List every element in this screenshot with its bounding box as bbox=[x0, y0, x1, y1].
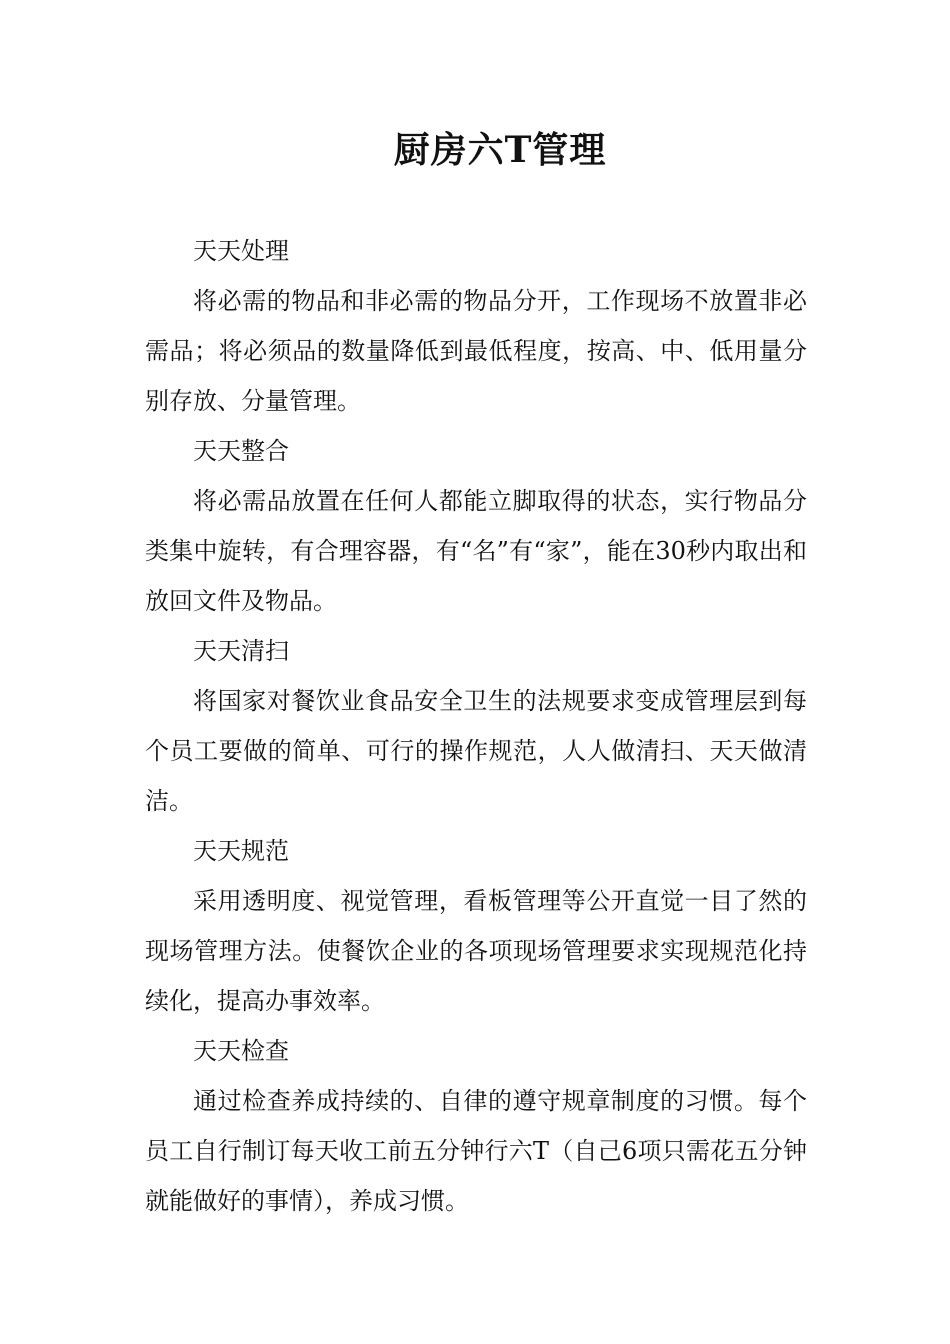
section-body-1: 将必需的物品和非必需的物品分开，工作现场不放置非必需品；将必须品的数量降低到最低程度，按高、中、低用量分别存放、分量管理。 bbox=[145, 287, 807, 415]
document-body bbox=[145, 226, 807, 1226]
document-title: 厨房六T管理 bbox=[393, 129, 607, 171]
section-body-2: 将必需品放置在任何人都能立脚取得的状态，实行物品分类集中旋转，有合理容器，有“名”有“家”，能在30秒内取出和放回文件及物品。 bbox=[145, 487, 807, 615]
section-heading-3: 天天清扫 bbox=[193, 637, 289, 665]
section-heading-5: 天天检查 bbox=[193, 1037, 289, 1065]
section-body-3: 将国家对餐饮业食品安全卫生的法规要求变成管理层到每个员工要做的简单、可行的操作规范，人人做清扫、天天做清洁。 bbox=[145, 687, 807, 815]
section-body-5: 通过检查养成持续的、自律的遵守规章制度的习惯。每个员工自行制订每天收工前五分钟行六T（自己6项只需花五分钟就能做好的事情），养成习惯。 bbox=[145, 1087, 807, 1215]
section-heading-4: 天天规范 bbox=[193, 837, 289, 865]
section-heading-2: 天天整合 bbox=[193, 437, 289, 465]
section-heading-1: 天天处理 bbox=[193, 237, 289, 265]
section-body-4: 采用透明度、视觉管理，看板管理等公开直觉一目了然的现场管理方法。使餐饮企业的各项现场管理要求实现规范化持续化，提高办事效率。 bbox=[145, 887, 807, 1015]
